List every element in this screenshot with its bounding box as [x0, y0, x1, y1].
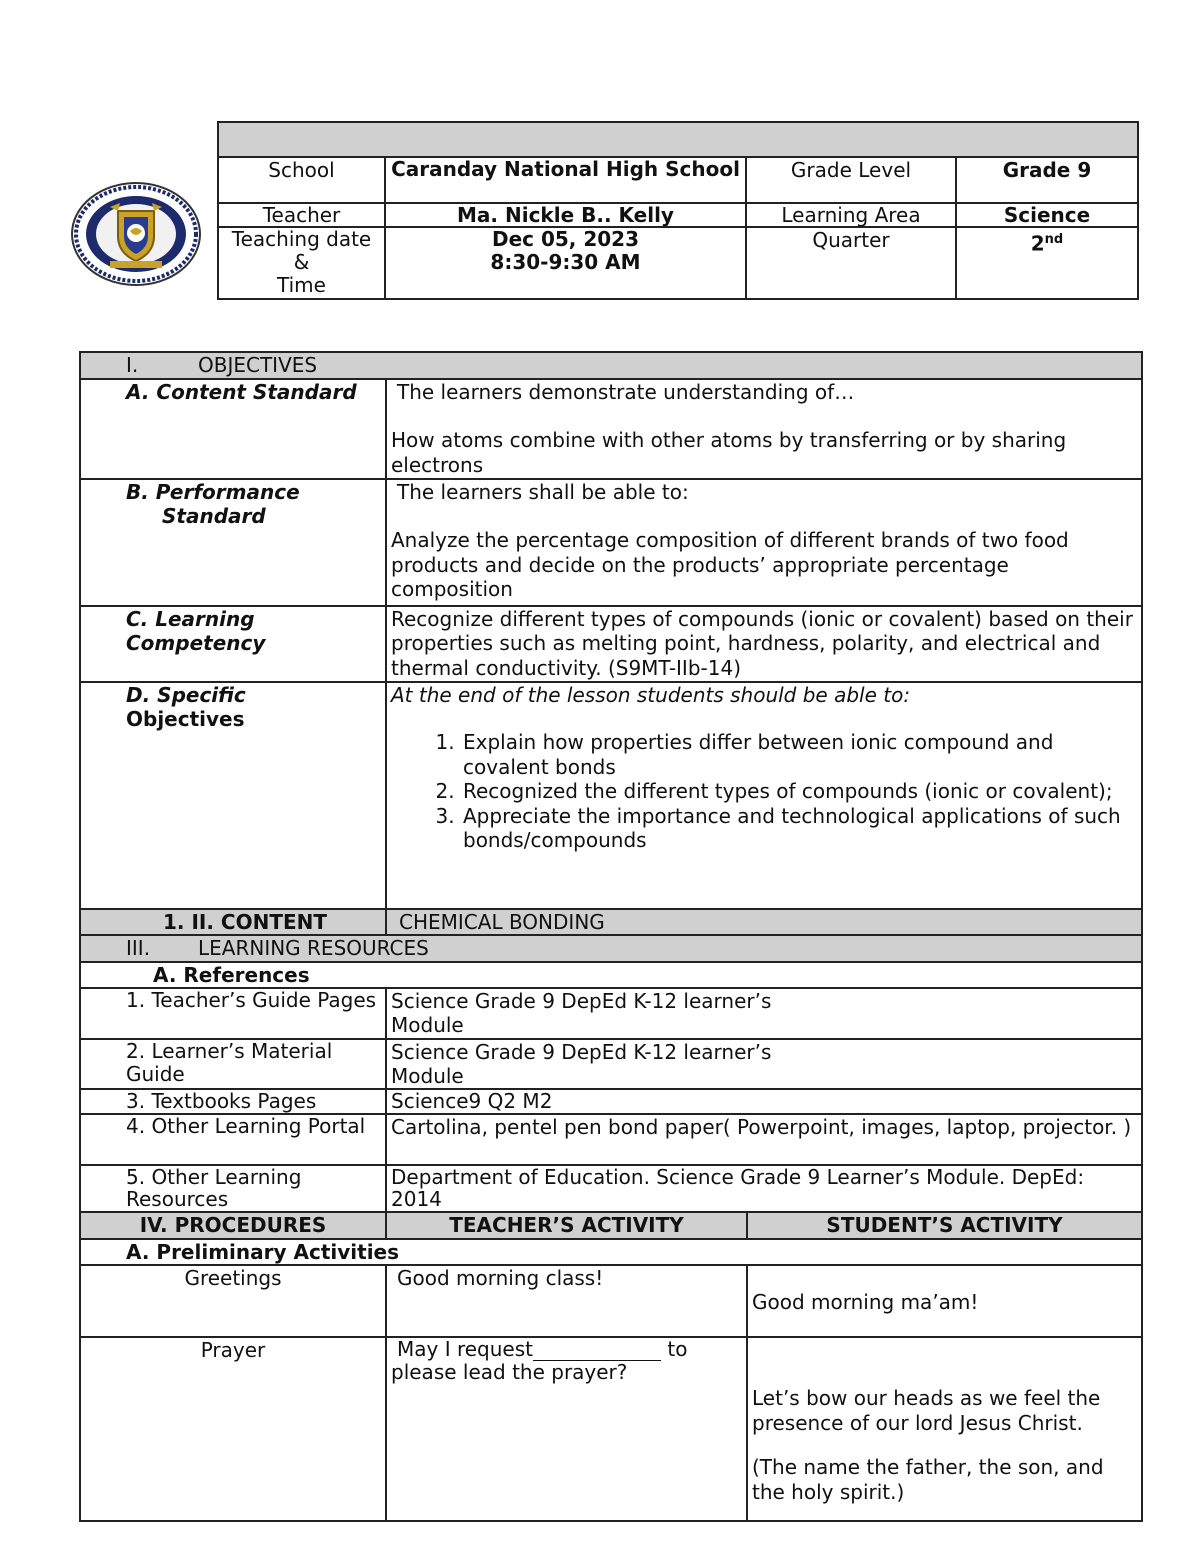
- time-value: 8:30-9:30 AM: [490, 250, 641, 274]
- header-banner: [218, 122, 1138, 157]
- performance-line2: Analyze the percentage composition of different brands of two food products and decide on the products’ appropriate percentage composition: [391, 528, 1069, 601]
- quarter-label: Quarter: [746, 227, 956, 299]
- performance-standard-value: [386, 479, 1142, 606]
- prayer-teacher-line1: May I request: [397, 1337, 533, 1361]
- content-standard-line1: The learners demonstrate understanding of…: [397, 379, 855, 404]
- performance-standard-label: [80, 479, 386, 606]
- specific-intro: At the end of the lesson students should be able to:: [391, 682, 911, 707]
- lesson-plan-table: [79, 351, 1143, 1522]
- learning-resources-heading: [80, 935, 1142, 962]
- teaching-date-label-line2: &: [293, 250, 310, 274]
- competency-label-line1: C. Learning: [126, 606, 255, 631]
- resource-value: Science9 Q2 M2: [386, 1089, 1142, 1114]
- specific-objectives-list: [391, 730, 1137, 853]
- prayer-student-line2: (The name the father, the son, and the holy spirit.): [752, 1455, 1104, 1504]
- prayer-teacher-line2: please lead the prayer?: [391, 1360, 628, 1384]
- competency-label-line2: Competency: [126, 631, 266, 655]
- specific-objectives-label: [80, 682, 386, 909]
- date-value: Dec 05, 2023: [491, 227, 640, 251]
- prayer-label: Prayer: [80, 1337, 386, 1521]
- list-item: 1. Explain how properties differ between ionic compound and covalent bonds: [461, 730, 1137, 779]
- specific-objectives-value: [386, 682, 1142, 909]
- specific-label-line1: D. Specific: [126, 682, 246, 707]
- references-label: A. References: [80, 962, 1142, 989]
- prayer-teacher: [386, 1337, 747, 1521]
- performance-label-line2: Standard: [162, 504, 266, 528]
- objectives-heading-text: OBJECTIVES: [198, 353, 318, 377]
- objectives-heading-num: I.: [126, 353, 139, 377]
- school-label: School: [218, 157, 385, 203]
- greetings-teacher: Good morning class!: [386, 1265, 747, 1337]
- teaching-date-value: [385, 227, 746, 299]
- resource-value: Science Grade 9 DepEd K-12 learner’s Module: [386, 988, 1142, 1039]
- greetings-student: [747, 1265, 1142, 1337]
- teaching-date-label-line3: Time: [277, 273, 326, 297]
- objectives-heading: [80, 352, 1142, 379]
- content-value: CHEMICAL BONDING: [386, 909, 1142, 936]
- teacher-value: Ma. Nickle B.. Kelly: [385, 203, 746, 227]
- grade-level-value: Grade 9: [956, 157, 1138, 203]
- learning-area-label: Learning Area: [746, 203, 956, 227]
- learning-competency-value: Recognize different types of compounds (ionic or covalent) based on their properties such as melting point, hardness, polarity, and electrical and thermal conductivity. (S9MT-IIb-14): [386, 606, 1142, 682]
- content-label: 1. II. CONTENT: [80, 909, 386, 936]
- grade-level-label: Grade Level: [746, 157, 956, 203]
- teacher-label: Teacher: [218, 203, 385, 227]
- resource-value: Cartolina, pentel pen bond paper( Powerpoint, images, laptop, projector. ): [386, 1114, 1142, 1165]
- prayer-student: [747, 1337, 1142, 1521]
- performance-line1: The learners shall be able to:: [397, 479, 689, 504]
- student-activity-heading: STUDENT’S ACTIVITY: [747, 1212, 1142, 1239]
- specific-label-line2: Objectives: [126, 707, 245, 731]
- prayer-student-line1: Let’s bow our heads as we feel the presence of our lord Jesus Christ.: [752, 1386, 1101, 1435]
- learning-competency-label: [80, 606, 386, 682]
- quarter-suffix: nd: [1044, 232, 1064, 247]
- performance-label-line1: B. Performance: [126, 479, 300, 504]
- list-item: 2. Recognized the different types of compounds (ionic or covalent);: [461, 779, 1137, 804]
- list-item: 3. Appreciate the importance and technological applications of such bonds/compounds: [461, 804, 1137, 853]
- content-standard-line2: How atoms combine with other atoms by transferring or by sharing electrons: [391, 428, 1067, 477]
- greetings-student-text: Good morning ma’am!: [752, 1290, 979, 1314]
- teacher-activity-heading: TEACHER’S ACTIVITY: [386, 1212, 747, 1239]
- teaching-date-label-line1: Teaching date: [231, 227, 372, 251]
- school-seal-logo: [70, 181, 202, 287]
- resource-label: 1. Teacher’s Guide Pages: [80, 988, 386, 1039]
- resources-heading-text: LEARNING RESOURCES: [198, 936, 429, 960]
- teaching-date-label: [218, 227, 385, 299]
- content-standard-value: [386, 379, 1142, 479]
- resource-value: Department of Education. Science Grade 9 Learner’s Module. DepEd: 2014: [386, 1165, 1142, 1212]
- resource-label: 2. Learner’s Material Guide: [80, 1039, 386, 1089]
- learning-area-value: Science: [956, 203, 1138, 227]
- greetings-label: Greetings: [80, 1265, 386, 1337]
- content-standard-label: A. Content Standard: [80, 379, 386, 479]
- procedures-heading: IV. PROCEDURES: [80, 1212, 386, 1239]
- name-blank: [533, 1340, 661, 1361]
- preliminary-activities-label: A. Preliminary Activities: [80, 1239, 1142, 1266]
- resource-label: 3. Textbooks Pages: [80, 1089, 386, 1114]
- resource-label: 5. Other Learning Resources: [80, 1165, 386, 1212]
- quarter-value: [956, 227, 1138, 299]
- header-table: [217, 121, 1139, 300]
- resource-label: 4. Other Learning Portal: [80, 1114, 386, 1165]
- prayer-teacher-to: to: [667, 1337, 688, 1361]
- quarter-number: 2: [1030, 231, 1045, 256]
- resource-value: Science Grade 9 DepEd K-12 learner’s Module: [386, 1039, 1142, 1089]
- resources-heading-num: III.: [126, 936, 151, 960]
- school-value: Caranday National High School: [385, 157, 746, 203]
